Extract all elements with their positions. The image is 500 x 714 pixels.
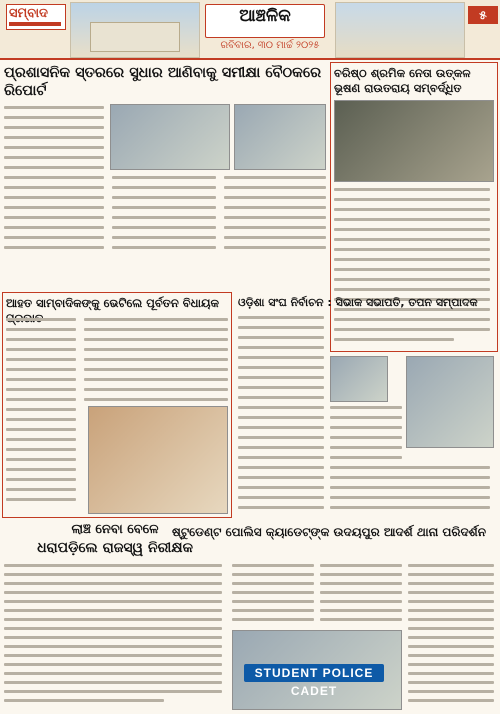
story1-placeholder-line: [4, 136, 104, 139]
story4-placeholder-line: [238, 476, 324, 479]
story6-placeholder-line: [408, 645, 494, 648]
story6-placeholder-line: [408, 654, 494, 657]
story5-placeholder-line: [4, 591, 222, 594]
story1-placeholder-line: [224, 206, 326, 209]
story4-placeholder-line: [238, 496, 324, 499]
story1-placeholder-line: [224, 216, 326, 219]
story1-placeholder-line: [4, 176, 104, 179]
story3-placeholder-line: [84, 328, 228, 331]
story1-photo-officials: [234, 104, 326, 170]
story2-placeholder-line: [334, 268, 490, 271]
story1-placeholder-line: [4, 126, 104, 129]
story3-placeholder-line: [84, 318, 228, 321]
story3-placeholder-line: [6, 438, 76, 441]
building-illustration: [90, 22, 180, 52]
story1-placeholder-line: [224, 176, 326, 179]
story2-placeholder-line: [334, 248, 490, 251]
story5-headline-line1: ଲାଞ୍ଚ ନେବା ବେଳେ: [71, 522, 159, 537]
story3-placeholder-line: [6, 358, 76, 361]
story3-placeholder-line: [6, 338, 76, 341]
story3-placeholder-line: [84, 398, 228, 401]
story4-placeholder-line: [238, 426, 324, 429]
story6-placeholder-line: [408, 636, 494, 639]
story2-placeholder-line: [334, 188, 490, 191]
story4-placeholder-line: [238, 376, 324, 379]
story6-placeholder-line: [320, 582, 402, 585]
story6-placeholder-line: [408, 600, 494, 603]
story4-placeholder-line: [238, 356, 324, 359]
story1-headline: ପ୍ରଶାସନିକ ସ୍ତରରେ ସୁଧାର ଆଣିବାକୁ ସମୀକ୍ଷା ବୈଠକରେ ରିପୋର୍ଟ: [4, 65, 322, 99]
story3-headline: ଆହତ ସାମ୍ବାଦିକଙ୍କୁ ଭେଟିଲେ ପୂର୍ବତନ ବିଧାୟକ: [6, 296, 220, 310]
story4-placeholder-line: [238, 346, 324, 349]
story5-placeholder-line: [4, 699, 164, 702]
story2-placeholder-line: [334, 258, 490, 261]
story6-banner: STUDENT POLICE CADET: [244, 664, 384, 682]
story4-headline: ଓଡ଼ିଶା ସଂଘ ନିର୍ବାଚନ : ସିଭାକ ସଭାପତି, ତପନ ସମ୍ପାଦକ: [238, 296, 478, 309]
story2-placeholder-line: [334, 288, 490, 291]
story5-placeholder-line: [4, 690, 222, 693]
story5-placeholder-line: [4, 645, 222, 648]
story4-placeholder-line: [330, 416, 402, 419]
story5-placeholder-line: [4, 627, 222, 630]
story1-placeholder-line: [224, 226, 326, 229]
story4-placeholder-line: [238, 366, 324, 369]
story5-headline-line2: ଧରାପଡ଼ିଲେ ରାଜସ୍ୱ ନିରୀକ୍ଷକ: [37, 540, 193, 556]
story5-placeholder-line: [4, 564, 222, 567]
story3-placeholder-line: [84, 368, 228, 371]
story5-placeholder-line: [4, 609, 222, 612]
story6-headline: ଷ୍ଟୁଡେଣ୍ଟ ପୋଲିସ କ୍ୟାଡେଟ୍‌ଙ୍କ ଉଦୟପୁର ଆଦର୍ଶ ଥାନା ପରିଦର୍ଶନ: [172, 525, 486, 539]
story1-placeholder-line: [4, 156, 104, 159]
story3-placeholder-line: [6, 488, 76, 491]
story6-placeholder-line: [232, 609, 314, 612]
story1-placeholder-line: [4, 206, 104, 209]
story1-placeholder-line: [112, 196, 216, 199]
story5-placeholder-line: [4, 636, 222, 639]
story3-placeholder-line: [6, 398, 76, 401]
masthead-photo-right: [335, 2, 465, 58]
story2-placeholder-line: [334, 218, 490, 221]
story5-placeholder-line: [4, 600, 222, 603]
logo-underline: [9, 22, 61, 26]
story3-placeholder-line: [84, 388, 228, 391]
story6-placeholder-line: [232, 600, 314, 603]
story4-placeholder-line: [238, 396, 324, 399]
story6-placeholder-line: [232, 582, 314, 585]
story5-placeholder-line: [4, 654, 222, 657]
story6-placeholder-line: [408, 681, 494, 684]
story4-placeholder-line: [330, 406, 402, 409]
story5-placeholder-line: [4, 582, 222, 585]
story4-body: [238, 314, 498, 524]
story1-placeholder-line: [112, 176, 216, 179]
story6-placeholder-line: [408, 618, 494, 621]
story6-placeholder-line: [320, 618, 402, 621]
story6-placeholder-line: [320, 564, 402, 567]
story3-placeholder-line: [6, 368, 76, 371]
story6-placeholder-line: [408, 591, 494, 594]
story3-placeholder-line: [6, 408, 76, 411]
story3-placeholder-line: [6, 348, 76, 351]
story1-placeholder-line: [224, 236, 326, 239]
story6-placeholder-line: [408, 627, 494, 630]
story2-headline: ବରିଷ୍ଠ ଶ୍ରମିକ ନେତା ଉତ୍କଳ ଭୂଷଣ ରାଉତରାୟ ସମ୍ବର୍ଦ୍ଧିତ: [334, 66, 471, 95]
story3-placeholder-line: [6, 478, 76, 481]
story4-placeholder-line: [238, 466, 324, 469]
story4-placeholder-line: [238, 406, 324, 409]
story3-placeholder-line: [6, 418, 76, 421]
story4-placeholder-line: [330, 496, 490, 499]
story4-placeholder-line: [238, 316, 324, 319]
story5-placeholder-line: [4, 681, 222, 684]
story3-placeholder-line: [6, 328, 76, 331]
story3-placeholder-line: [84, 338, 228, 341]
story1-placeholder-line: [224, 186, 326, 189]
story1-placeholder-line: [4, 116, 104, 119]
story4-placeholder-line: [238, 486, 324, 489]
story1-placeholder-line: [4, 246, 104, 249]
story2-placeholder-line: [334, 208, 490, 211]
story4-placeholder-line: [330, 446, 402, 449]
story5-placeholder-line: [4, 618, 222, 621]
story2-placeholder-line: [334, 238, 490, 241]
story5-placeholder-line: [4, 663, 222, 666]
story1-placeholder-line: [4, 166, 104, 169]
story6-placeholder-line: [232, 564, 314, 567]
story1-placeholder-line: [4, 236, 104, 239]
story1-placeholder-line: [224, 246, 326, 249]
story1-placeholder-line: [4, 226, 104, 229]
story1-placeholder-line: [112, 246, 216, 249]
story6-placeholder-line: [408, 690, 494, 693]
story4-placeholder-line: [238, 456, 324, 459]
story3-body: [6, 316, 228, 516]
story5-placeholder-line: [4, 672, 222, 675]
story2-photo-statue: [334, 100, 494, 182]
story6-placeholder-line: [232, 591, 314, 594]
brand-name: ସମ୍ବାଦ: [9, 6, 48, 21]
story4-placeholder-line: [238, 326, 324, 329]
story1-placeholder-line: [4, 106, 104, 109]
story3-placeholder-line: [6, 448, 76, 451]
story6-placeholder-line: [408, 582, 494, 585]
story1-placeholder-line: [4, 216, 104, 219]
story1-placeholder-line: [112, 206, 216, 209]
story6-placeholder-line: [408, 672, 494, 675]
story1-placeholder-line: [224, 196, 326, 199]
story1-placeholder-line: [112, 236, 216, 239]
story4-placeholder-line: [238, 436, 324, 439]
story6-placeholder-line: [408, 663, 494, 666]
story6-placeholder-line: [320, 609, 402, 612]
story4-placeholder-line: [238, 386, 324, 389]
story6-placeholder-line: [320, 600, 402, 603]
story3-placeholder-line: [6, 468, 76, 471]
story4-placeholder-line: [330, 486, 490, 489]
story6-placeholder-line: [408, 564, 494, 567]
story2-placeholder-line: [334, 228, 490, 231]
story3-placeholder-line: [6, 378, 76, 381]
story3-placeholder-line: [6, 458, 76, 461]
story4-placeholder-line: [330, 436, 402, 439]
story1-placeholder-line: [4, 146, 104, 149]
story3-placeholder-line: [84, 358, 228, 361]
story4-placeholder-line: [238, 416, 324, 419]
story4-placeholder-line: [330, 476, 490, 479]
page-number: ୫: [468, 6, 498, 24]
story1-placeholder-line: [112, 186, 216, 189]
story4-placeholder-line: [330, 426, 402, 429]
story3-placeholder-line: [6, 388, 76, 391]
story3-placeholder-line: [6, 428, 76, 431]
story6-placeholder-line: [320, 591, 402, 594]
story1-placeholder-line: [4, 196, 104, 199]
story3-placeholder-line: [6, 318, 76, 321]
story2-placeholder-line: [334, 278, 490, 281]
story4-placeholder-line: [238, 336, 324, 339]
story5-body: [4, 562, 226, 712]
story1-placeholder-line: [112, 216, 216, 219]
story1-placeholder-line: [4, 186, 104, 189]
story6-placeholder-line: [232, 573, 314, 576]
story3-placeholder-line: [84, 348, 228, 351]
story4-placeholder-line: [238, 446, 324, 449]
story4-placeholder-line: [330, 466, 490, 469]
story4-placeholder-line: [330, 506, 490, 509]
story6-placeholder-line: [408, 609, 494, 612]
story6-placeholder-line: [408, 699, 494, 702]
story2-placeholder-line: [334, 198, 490, 201]
story6-placeholder-line: [320, 573, 402, 576]
dateline: ରବିବାର, ୩୦ ମାର୍ଚ୍ଚ ୨୦୨୫: [220, 40, 320, 51]
story5-placeholder-line: [4, 573, 222, 576]
story1-placeholder-line: [112, 226, 216, 229]
story3-placeholder-line: [6, 498, 76, 501]
section-title: ଆଞ୍ଚଳିକ: [239, 6, 291, 26]
story4-placeholder-line: [330, 456, 402, 459]
story6-placeholder-line: [232, 618, 314, 621]
story3-placeholder-line: [84, 378, 228, 381]
story4-placeholder-line: [238, 506, 324, 509]
story6-placeholder-line: [408, 573, 494, 576]
